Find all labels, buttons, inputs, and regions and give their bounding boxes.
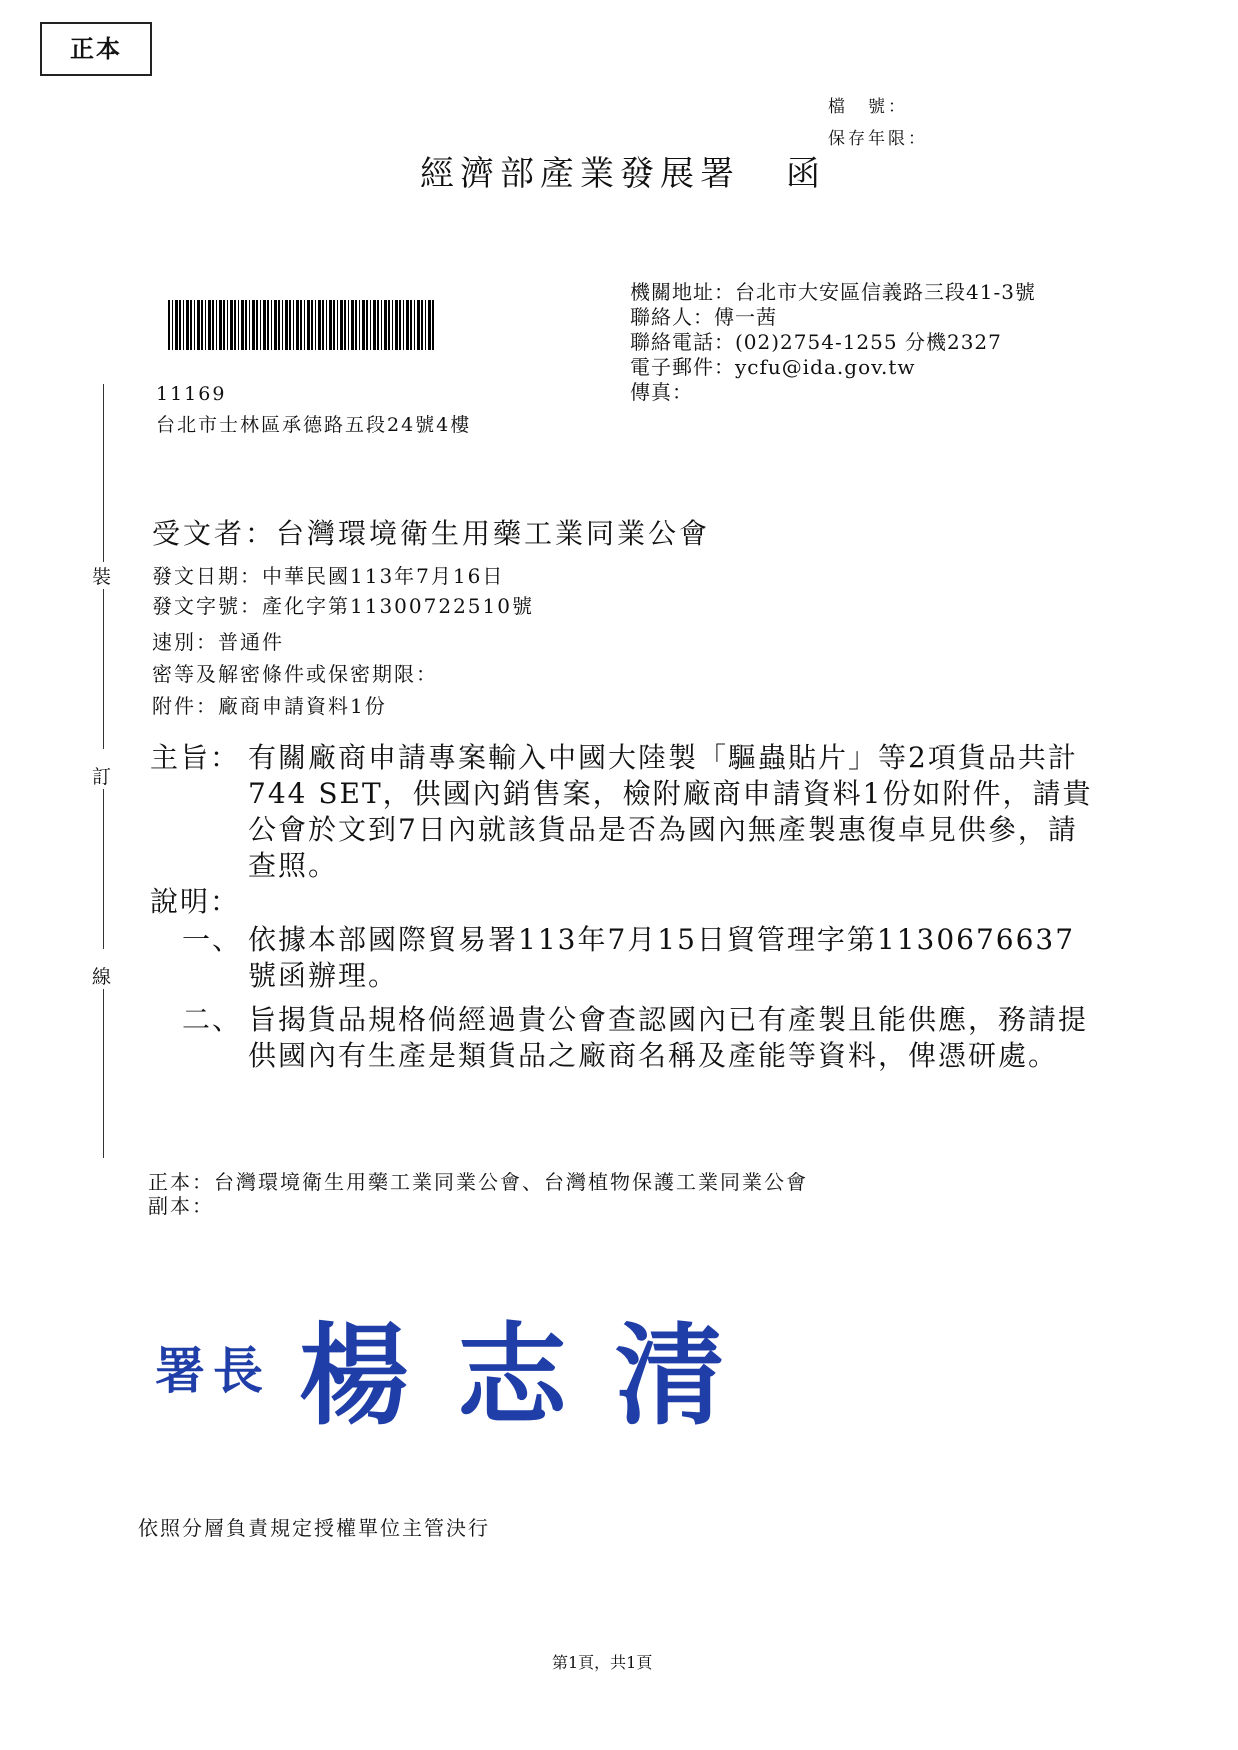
binding-mark-zhuang: 裝 [92, 562, 111, 589]
subject-label: 主旨： [150, 741, 241, 774]
director-signature-stamp [155, 1288, 773, 1446]
binding-line-top [103, 384, 104, 564]
explanation-item-number: 二、 [182, 1003, 243, 1036]
contact-fax: 傳真： [630, 380, 693, 404]
retention-period-label: 保存年限： [828, 129, 928, 149]
secrecy-level: 密等及解密條件或保密期限： [152, 662, 438, 686]
explanation-item-number: 一、 [182, 923, 243, 956]
binding-line-middle [103, 584, 104, 749]
copy-recipients: 副本： [148, 1194, 214, 1218]
signature-title: 署長 [155, 1341, 271, 1400]
barcode [168, 300, 436, 350]
explanation-item-text: 旨揭貨品規格倘經過貴公會查認國內已有產製且能供應，務請提供國內有生產是類貨品之廠商名稱及產能等資料，俾憑研處。 [248, 1003, 1089, 1072]
original-copy-stamp: 正本 [40, 22, 152, 76]
recipient: 受文者：台灣環境衛生用藥工業同業公會 [152, 517, 711, 550]
signature-name: 楊志清 [299, 1311, 773, 1440]
explanation-label: 說明： [150, 885, 241, 918]
contact-person: 聯絡人：傅一茜 [630, 305, 777, 329]
page-number: 第1頁，共1頁 [552, 1653, 653, 1672]
postal-code: 11169 [156, 383, 227, 405]
file-number-label: 檔 號： [828, 97, 908, 117]
binding-mark-ding: 訂 [92, 762, 111, 789]
agency-name: 經濟部產業發展署 [420, 154, 740, 194]
binding-line-bottom [103, 986, 104, 1158]
binding-mark-xian: 線 [92, 962, 111, 989]
document-number: 發文字號：產化字第11300722510號 [152, 594, 534, 618]
document-type: 函 [786, 154, 826, 194]
original-recipients: 正本：台灣環境衛生用藥工業同業公會、台灣植物保護工業同業公會 [148, 1170, 808, 1194]
subject-text: 有關廠商申請專案輸入中國大陸製「驅蟲貼片」等2項貨品共計744 SET，供國內銷售案，檢附廠商申請資料1份如附件，請貴公會於文到7日內就該貨品是否為國內無產製惠復卓見供參，請查照。 [248, 741, 1093, 882]
contact-email: 電子郵件：ycfu@ida.gov.tw [630, 355, 916, 379]
mailing-address: 台北市士林區承德路五段24號4樓 [156, 414, 472, 436]
contact-phone: 聯絡電話：(02)2754-1255 分機2327 [630, 330, 1002, 354]
attachment: 附件：廠商申請資料1份 [152, 694, 387, 718]
binding-line-middle-lower [103, 787, 104, 949]
issue-date: 發文日期：中華民國113年7月16日 [152, 564, 505, 588]
letter-title [420, 146, 826, 195]
delivery-speed: 速別：普通件 [152, 630, 284, 654]
explanation-item-text: 依據本部國際貿易署113年7月15日貿管理字第1130676637號函辦理。 [248, 923, 1076, 992]
delegation-note: 依照分層負責規定授權單位主管決行 [138, 1516, 490, 1540]
agency-address: 機關地址：台北市大安區信義路三段41-3號 [630, 280, 1036, 304]
